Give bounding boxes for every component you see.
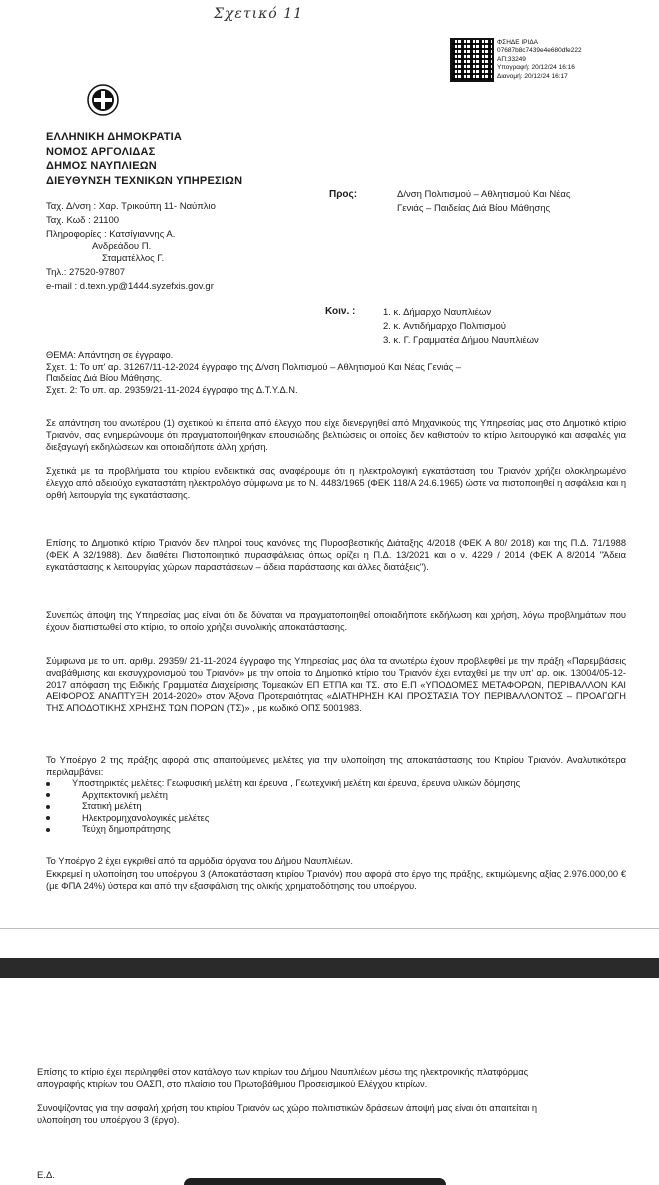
cc-label: Κοιν. :: [325, 306, 356, 317]
stamp-title: ΦΣΗΔΕ ΙΡΙΔΑ: [497, 39, 539, 46]
subject-ref-1-cont: Παιδείας Διά Βίου Μάθησης.: [46, 373, 163, 384]
contact-postcode: Ταχ. Κωδ : 21100: [46, 215, 120, 226]
bullet-icon: [46, 793, 50, 797]
subject-title: ΘΕΜΑ: Απάντηση σε έγγραφο.: [46, 350, 174, 360]
coat-of-arms-icon: [87, 84, 119, 116]
bullet-icon: [46, 828, 50, 832]
subject-block: [46, 350, 626, 396]
header-republic: ΕΛΛΗΝΙΚΗ ΔΗΜΟΚΡΑΤΙΑ: [46, 131, 183, 143]
list-item: [46, 801, 626, 813]
list-item-text: Τεύχη δημοπράτησης: [82, 824, 171, 835]
subject-ref-2: Σχετ. 2: Το υπ. αρ. 29359/21-11-2024 έγγραφο της Δ.Τ.Υ.Δ.Ν.: [46, 384, 298, 395]
page2-paragraph-1: Επίσης το κτίριο έχει περιληφθεί στον κατάλογο των κτιρίων του Δήμου Ναυπλιέων μέσω της ηλεκτρονικής πλατφόρμας απογραφής κτιρίων του ΟΑΣΠ, στο πλαίσιο του Πρωτοβάθμιου Προσεισμικού Ελέγχου κτιρίων.: [37, 1067, 529, 1089]
list-item: [46, 813, 626, 825]
letterhead: [46, 130, 242, 188]
list-item-text: Αρχιτεκτονική μελέτη: [82, 789, 168, 800]
list-item-text: Υποστηρικτές μελέτες: Γεωφυσική μελέτη και έρευνα , Γεωτεχνική μελέτη και έρευνα, έρευνα υλικών δόμησης: [72, 778, 521, 788]
contact-email: e-mail : d.texn.yp@1444.syzefxis.gov.gr: [46, 281, 214, 292]
header-municipality: ΔΗΜΟΣ ΝΑΥΠΛΙΕΩΝ: [46, 160, 157, 172]
cc-item: 1. κ. Δήμαρχο Ναυπλιέων: [383, 307, 492, 318]
page-separator: [0, 958, 659, 978]
contact-block: [46, 201, 296, 293]
stamp-signed: Υπογραφή: 20/12/24 16:16: [497, 64, 575, 72]
page2-paragraph-2: Συνοψίζοντας για την ασφαλή χρήση του κτιρίου Τριανόν ως χώρο πολιτιστικών δράσεων άποψή μας είναι ότι απαιτείται η υλοποίηση του υποέργου 3 (έργο).: [37, 1103, 538, 1125]
signoff: Ε.Δ.: [37, 1170, 55, 1181]
body-paragraph-1: Σε απάντηση του ανωτέρου (1) σχετικού κι έπειτα από έλεγχο που είχε διενεργηθεί από Μηχανικούς της Υπηρεσίας μας στο Δημοτικό κτίριο Τριανόν, σας ενημερώνουμε ότι πραγματοποιήθηκαν επουσιώδης βελτιώσεις οι οποίες δεν καθιστούν το κτίριο λειτουργικό και ασφαλές για διεξαγωγή εκδηλώσεων και οποιαδήποτε άλλη χρήση.: [46, 418, 626, 452]
stamp-hash: 07687b8c7439e4e680dfe222: [497, 47, 582, 55]
contact-address: Ταχ. Δ/νση : Χαρ. Τρικούπη 11- Ναύπλιο: [46, 201, 216, 212]
recipient-line-2: Γενιάς – Παιδείας Διά Βίου Μάθησης: [397, 203, 551, 214]
body-paragraph-5: Σύμφωνα με το υπ. αριθμ. 29359/ 21-11-2024 έγγραφο της Υπηρεσίας μας όλα τα ανωτέρω έχουν προβλεφθεί με την πράξη «Παρεμβάσεις αναβάθμισης και εκσυγχρονισμού του Τριανόν» με την οποία το Δημοτικό κτίριο του Τριανόν έχει ενταχθεί με την υπ' αρ. οικ. 13004/05-12-2017 απόφαση της Ειδικής Γραμματέα Διαχείρισης Τομεακών ΕΠ ΕΤΠΑ και ΤΣ. στο Ε.Π «ΥΠΟΔΟΜΕΣ ΜΕΤΑΦΟΡΩΝ, ΠΕΡΙΒΑΛΛΟΝ ΚΑΙ ΑΕΙΦΟΡΟΣ ΑΝΑΠΤΥΞΗ 2014-2020» στον Άξονα Προτεραιότητας «ΔΙΑΤΗΡΗΣΗ ΚΑΙ ΠΡΟΣΤΑΣΙΑ ΤΟΥ ΠΕΡΙΒΑΛΛΟΝΤΟΣ – ΠΡΟΑΓΩΓΗ ΤΗΣ ΑΠΟΔΟΤΙΚΗΣ ΧΡΗΣΗΣ ΤΩΝ ΠΟΡΩΝ (ΤΣ)» , με κωδικό ΟΠΣ 5001983.: [46, 656, 626, 714]
recipient-line-1: Δ/νση Πολιτισμού – Αθλητισμού Και Νέας: [397, 189, 571, 200]
stamp-ap: ΑΠ:33249: [497, 55, 526, 63]
contact-phone: Τηλ.: 27520-97807: [46, 267, 126, 278]
contact-info-2: Ανδρεάδου Π.: [92, 241, 152, 252]
subject-ref-1: Σχετ. 1: Το υπ' αρ. 31267/11-12-2024 έγγραφο της Δ/νση Πολιτισμού – Αθλητισμού Και Νέας Γενιάς –: [46, 361, 461, 372]
qr-code: [450, 38, 494, 82]
body-paragraph-2: Σχετικά με τα προβλήματα του κτιρίου ενδεικτικά σας αναφέρουμε ότι η ηλεκτρολογική εγκατάσταση του Τριανόν χρήζει ολοκληρωμένο έλεγχο από αδειούχο εγκαταστάτη ηλεκτρολόγο σύμφωνα με το Ν. 4483/1965 (ΦΕΚ 118/Α 24.6.1965) ώστε να πιστοποιηθεί η ασφάλεια και η ορθή λειτουργία της εγκατάστασης.: [46, 466, 626, 500]
studies-list: [46, 778, 626, 836]
cc-item: 3. κ. Γ. Γραμματέα Δήμου Ναυπλιέων: [383, 335, 539, 346]
body-paragraph-8: Εκκρεμεί η υλοποίηση του υποέργου 3 (Αποκατάσταση κτιρίου Τριανόν) που αφορά στο έργο της πράξης, εκτιμώμενης αξίας 2.976.000,00 € (με ΦΠΑ 24%) ύστερα και από την εξασφάλιση της ολικής χρηματοδότησης του υποέργου.: [46, 869, 626, 891]
cc-item: 2. κ. Αντιδήμαρχο Πολιτισμού: [383, 321, 506, 332]
header-prefecture: ΝΟΜΟΣ ΑΡΓΟΛΙΔΑΣ: [46, 145, 156, 158]
list-item: [46, 824, 626, 836]
bullet-icon: [46, 805, 50, 809]
body-paragraph-6: Το Υποέργο 2 της πράξης αφορά στις απαιτούμενες μελέτες για την υλοποίηση της αποκατάστασης του Κτιρίου Τριανόν. Αναλυτικότερα περιλαμβάνει:: [46, 755, 626, 777]
contact-info: Πληροφορίες : Κατσίγιαννης Α.: [46, 229, 176, 240]
bullet-icon: [46, 782, 50, 786]
page-edge-line: [0, 928, 659, 929]
recipient-block: [397, 189, 637, 215]
handwritten-note: Σχετικό 11: [214, 6, 304, 22]
list-item-text: Στατική μελέτη: [82, 801, 142, 812]
recipient-label: Προς:: [329, 189, 358, 200]
bullet-icon: [46, 816, 50, 820]
stamp-issued: Διανομή: 20/12/24 16:17: [497, 72, 568, 80]
body-paragraph-3: Επίσης το Δημοτικό κτίριο Τριανόν δεν πληροί τους κανόνες της Πυροσβεστικής Διάταξης 4/2018 (ΦΕΚ Α 80/ 2018) και της Π.Δ. 71/1988 (ΦΕΚ Α 32/1988). Δεν διαθέτει Πιστοποιητικό πυρασφάλειας όπως ορίζει η Π.Δ. 13/2021 και ο ν. 4229 / 2014 (ΦΕΚ Α 8/2014 "Άδεια εγκατάστασης κ λειτουργίας χώρων παραστάσεων – άδεια παράστασης και άλλες διατάξεις").: [46, 538, 626, 572]
list-item: [46, 790, 626, 802]
contact-info-3: Σταματέλλος Γ.: [102, 253, 165, 264]
header-department: ΔΙΕΥΘΥΝΣΗ ΤΕΧΝΙΚΩΝ ΥΠΗΡΕΣΙΩΝ: [46, 174, 243, 187]
diavgeia-stamp: [497, 39, 582, 81]
bottom-toolbar-handle[interactable]: [184, 1178, 446, 1185]
list-item: [46, 778, 626, 790]
cc-list: [383, 306, 643, 348]
body-paragraph-4: Συνεπώς άποψη της Υπηρεσίας μας είναι ότι δε δύναται να πραγματοποιηθεί οποιαδήποτε εκδήλωση και χρήση, λόγω προβλημάτων που έχουν διαπιστωθεί στο κτίριο, το οποίο χρήζει συνολικής αποκατάστασης.: [46, 610, 626, 632]
body-paragraph-7: Το Υποέργο 2 έχει εγκριθεί από τα αρμόδια όργανα του Δήμου Ναυπλιέων.: [46, 856, 353, 866]
list-item-text: Ηλεκτρομηχανολογικές μελέτες: [82, 812, 210, 823]
